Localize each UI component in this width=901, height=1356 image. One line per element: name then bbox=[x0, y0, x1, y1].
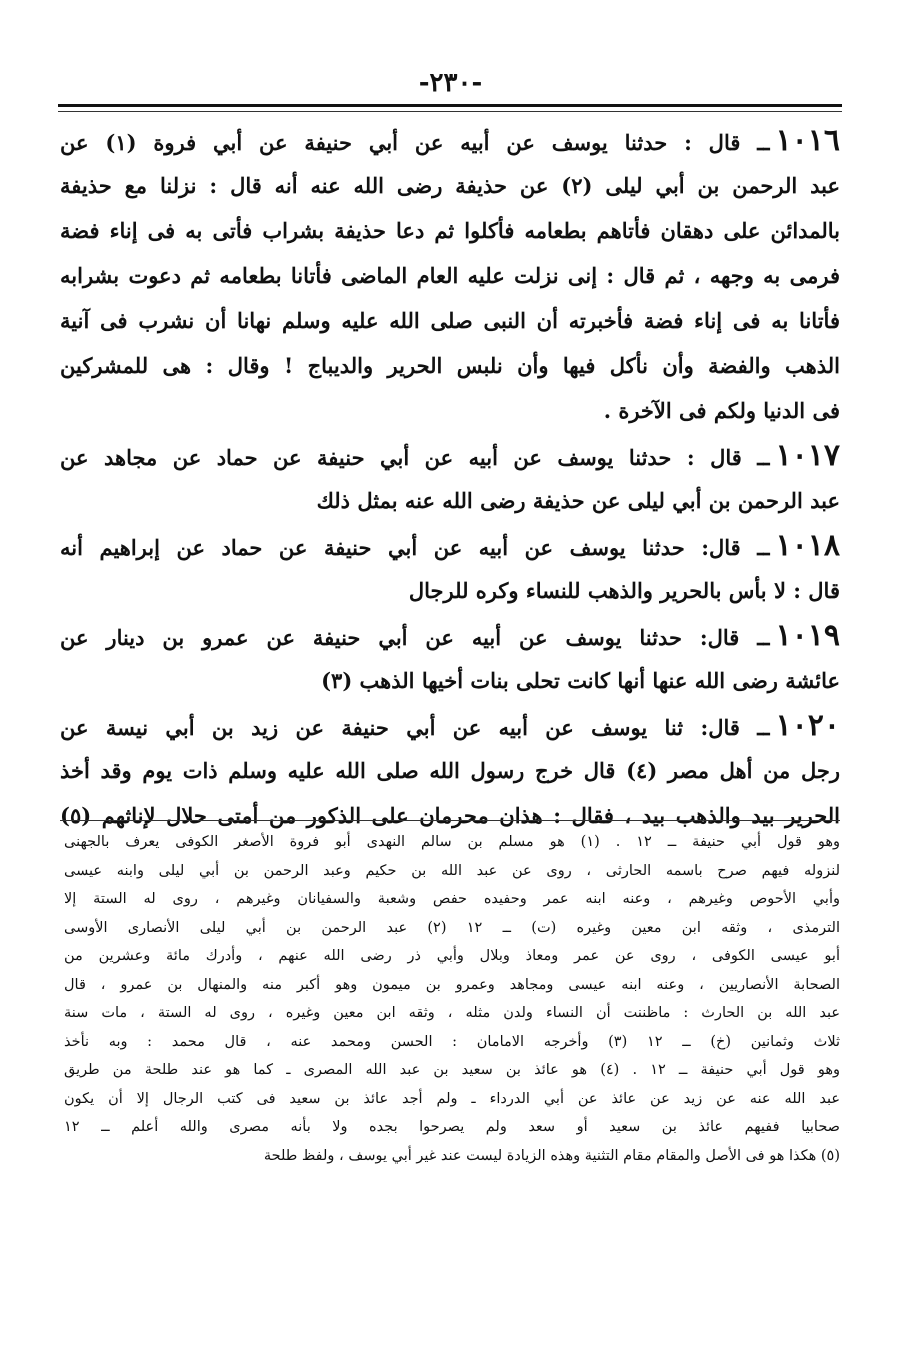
text-line bbox=[60, 568, 840, 613]
line-text: ــ قال : حدثنا يوسف عن أبيه عن أبي حنيفة عن حماد عن مجاهد عن bbox=[60, 445, 770, 470]
text-line bbox=[60, 613, 840, 658]
line-text: فرمى به وجهه ، ثم قال : إنى نزلت عليه العام الماضى فأتانا بطعامه ثم دعوت بشرابه bbox=[60, 263, 840, 288]
hadith-number: ١٠١٨ bbox=[775, 528, 840, 563]
text-line bbox=[60, 208, 840, 253]
text-line bbox=[60, 343, 840, 388]
footnote-line: ثلاث وثمانين (خ) ــ ١٢ (٣) وأخرجه الامامان : الحسن ومحمد عنه ، قال محمد : وبه نأخذ bbox=[64, 1033, 840, 1050]
footnote-line: أبو عيسى الكوفى ، روى عن عمر ومعاذ وبلال وأبي ذر رضى الله عنهم ، وأدرك مائة وعشرين من bbox=[64, 948, 840, 964]
text-line bbox=[60, 163, 840, 208]
text-line bbox=[60, 748, 840, 793]
text-line bbox=[60, 253, 840, 298]
hadith-number: ١٠١٦ bbox=[775, 123, 840, 158]
footnote-line: عبد الله عنه عن زيد عن عائذ عن أبي الدرداء ـ ولم أجد عائذ بن سعيد فى كتب الرجال إلا أن يكون bbox=[64, 1090, 840, 1107]
footnote-line: (٥) هكذا هو فى الأصل والمقام مقام التثنية وهذه الزيادة ليست عند غير أبي يوسف ، ولفظ طلحة bbox=[263, 1147, 840, 1164]
line-text: عبد الرحمن بن أبي ليلى (٢) عن حذيفة رضى الله عنه أنه قال : نزلنا مع حذيفة bbox=[60, 173, 840, 198]
hadith-number: ١٠١٩ bbox=[775, 618, 840, 653]
footnote-line: الصحابة الأنصاريين ، وعنه ابنه عيسى ومجاهد وعمرو بن ميمون وهو أكبر منه والمنهال بن عمرو ، قال bbox=[64, 976, 840, 993]
text-line bbox=[60, 118, 840, 163]
line-text: الذهب والفضة وأن نأكل فيها وأن نلبس الحرير والديباج ! وقال : هى للمشركين bbox=[60, 353, 840, 378]
footnote-line: عبد الله بن الحارث : ماظننت أن النساء ولدن مثله ، وثقه ابن معين وغيره ، روى له الستة ، مات سنة bbox=[64, 1005, 840, 1021]
line-text: رجل من أهل مصر (٤) قال خرج رسول الله صلى الله عليه وسلم ذات يوم وقد أخذ bbox=[60, 758, 840, 783]
text-line bbox=[60, 478, 840, 523]
footnote-line: وأبي الأحوص وغيرهم ، وعنه ابنه عمر وحفيده حفص وشعبة والسفيانان وغيرهم ، روى له الستة إلا bbox=[64, 891, 840, 907]
footnote-separator bbox=[60, 820, 840, 821]
line-text: ــ قال: ثنا يوسف عن أبيه عن أبي حنيفة عن زيد بن أبي نيسة عن bbox=[60, 715, 770, 740]
text-line bbox=[60, 298, 840, 343]
footnotes bbox=[64, 828, 840, 1170]
line-text: ــ قال: حدثنا يوسف عن أبيه عن أبي حنيفة عن عمرو بن دينار عن bbox=[60, 625, 770, 650]
header-rule-thin bbox=[58, 111, 842, 112]
line-text: قال : لا بأس بالحرير والذهب للنساء وكره للرجال bbox=[408, 578, 840, 603]
footnote-line: لنزوله فيهم صرح باسمه الحارثى ، روى عن عبد الله بن حكيم وعبد الرحمن بن أبي ليلى وابنه عيسى bbox=[64, 862, 840, 879]
line-text: فأتانا به فى إناء فضة فأخبرته أن النبى صلى الله عليه وسلم نهانا أن نشرب فى آنية bbox=[60, 308, 840, 333]
text-line bbox=[60, 703, 840, 748]
footnote-line: الترمذى ، وثقه ابن معين وغيره (ت) ــ ١٢ (٢) عبد الرحمن بن أبي ليلى الأنصارى الأوسى bbox=[64, 919, 840, 936]
page-number: -٢٣٠- bbox=[418, 68, 483, 98]
line-text: ــ قال: حدثنا يوسف عن أبيه عن أبي حنيفة عن حماد عن إبراهيم أنه bbox=[60, 535, 770, 560]
line-text: فى الدنيا ولكم فى الآخرة . bbox=[603, 398, 840, 423]
text-line bbox=[60, 658, 840, 703]
line-text: عبد الرحمن بن أبي ليلى عن حذيفة رضى الله عنه بمثل ذلك bbox=[316, 488, 840, 513]
text-line bbox=[60, 388, 840, 433]
main-text bbox=[60, 118, 840, 838]
footnote-line: وهو قول أبي حنيفة ــ ١٢ . (١) هو مسلم بن سالم النهدى أبو فروة الأصغر الكوفى يعرف بالجهنى bbox=[64, 834, 840, 850]
footnote-line: وهو قول أبي حنيفة ــ ١٢ . (٤) هو عائذ بن سعيد بن عبد الله المصرى ـ كما هو عند طلحة من طريق bbox=[64, 1062, 840, 1078]
line-text: ــ قال : حدثنا يوسف عن أبيه عن أبي حنيفة عن أبي فروة (١) عن bbox=[60, 130, 770, 155]
header-rule bbox=[58, 104, 842, 107]
line-text: الحرير بيد والذهب بيد ، فقال : هذان محرمان على الذكور من أمتى حلال لإناثهم (٥) bbox=[60, 803, 840, 828]
text-line bbox=[60, 433, 840, 478]
line-text: عائشة رضى الله عنها أنها كانت تحلى بنات أخيها الذهب (٣) bbox=[321, 668, 840, 693]
text-line bbox=[60, 523, 840, 568]
hadith-number: ١٠٢٠ bbox=[775, 708, 840, 743]
hadith-number: ١٠١٧ bbox=[775, 438, 840, 473]
footnote-line: صحابيا ففيهم عائذ بن سعيد أو سعد ولم يصرحوا بجده ولا بأنه مصرى والله أعلم ــ ١٢ bbox=[64, 1119, 840, 1135]
line-text: بالمدائن على دهقان فأتاهم بطعامه فأكلوا ثم دعا حذيفة بشراب فأتى به فى إناء فضة bbox=[60, 218, 840, 243]
